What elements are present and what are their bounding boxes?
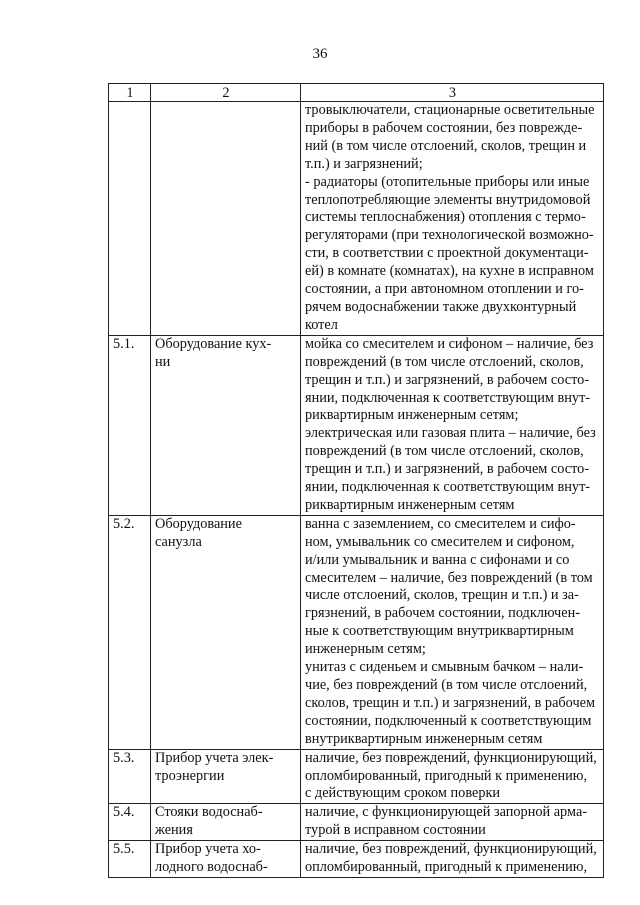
- table-row: [109, 749, 604, 804]
- table-header-row: [109, 84, 604, 102]
- row-item-name: [151, 335, 301, 515]
- header-col-2: 2: [151, 84, 301, 102]
- row-requirements-text: наличие, с функционирующей запорной арма- турой в исправном состоянии: [305, 804, 588, 839]
- header-col-3: 3: [301, 84, 604, 102]
- row-requirements-text: наличие, без повреждений, функционирующий, опломбированный, пригодный к применению, с действующим сроком поверки: [305, 749, 597, 802]
- row-item-name-text: Прибор учета элек- троэнергии: [155, 749, 274, 784]
- row-requirements: [301, 102, 604, 336]
- table-row: [109, 102, 604, 336]
- row-item-name-text: Оборудование санузла: [155, 515, 242, 550]
- page-number: 36: [312, 46, 328, 62]
- row-requirements: [301, 515, 604, 749]
- row-item-name: [151, 841, 301, 878]
- requirements-table: [108, 83, 604, 878]
- row-number: 5.2.: [109, 515, 151, 749]
- row-requirements-text: ванна с заземлением, со смесителем и сифо- ном, умывальник со смесителем и сифоном, и/или умывальник и ванна с сифонами и со смесителем – наличие, без повреждений (в том числе отслоений, сколов, трещин и т.п.) и за- грязнений, в рабочем состоянии, подключен- ные к соответствующим внутриквартирным инженерным сетям; унитаз с сиденьем и смывным бачком – нали- чие, без повреждений (в том числе отслоений, сколов, трещин и т.п.) и загрязнений, в рабочем состоянии, подключенный к соответствующим внутриквартирным инженерным сетям: [305, 515, 596, 747]
- row-number: 5.1.: [109, 335, 151, 515]
- row-item-name-text: Оборудование кух- ни: [155, 335, 272, 370]
- row-item-name-text: Стояки водоснаб- жения: [155, 804, 263, 839]
- table-row: [109, 335, 604, 515]
- row-requirements: [301, 335, 604, 515]
- table-row: [109, 804, 604, 841]
- row-number: 5.4.: [109, 804, 151, 841]
- row-requirements-text: наличие, без повреждений, функционирующий, опломбированный, пригодный к применению,: [305, 841, 597, 876]
- table-row: [109, 515, 604, 749]
- row-number: 5.5.: [109, 841, 151, 878]
- row-requirements-text: мойка со смесителем и сифоном – наличие, без повреждений (в том числе отслоений, сколов, трещин и т.п.) и загрязнений, в рабочем состо- янии, подключенная к соответствующим внут- риквартирным инженерным сетям; электрическая или газовая плита – наличие, без повреждений (в том числе отслоений, сколов, трещин и т.п.) и загрязнений, в рабочем состо- янии, подключенная к соответствующим внут- риквартирным инженерным сетям: [305, 335, 596, 513]
- row-item-name: [151, 515, 301, 749]
- header-col-1: 1: [109, 84, 151, 102]
- row-number: 5.3.: [109, 749, 151, 804]
- row-item-name: [151, 749, 301, 804]
- row-item-name-text: Прибор учета хо- лодного водоснаб-: [155, 841, 268, 876]
- row-requirements: [301, 841, 604, 878]
- row-requirements: [301, 749, 604, 804]
- row-item-name: [151, 102, 301, 336]
- row-requirements: [301, 804, 604, 841]
- table-row: [109, 841, 604, 878]
- row-number: [109, 102, 151, 336]
- row-item-name: [151, 804, 301, 841]
- row-requirements-text: тровыключатели, стационарные осветительные приборы в рабочем состоянии, без поврежде- ний (в том числе отслоений, сколов, трещин и т.п.) и загрязнений; - радиаторы (отопительные приборы или иные теплопотребляющие элементы внутридомовой системы теплоснабжения) отопления с термо- регуляторами (при технологической возможно- сти, в соответствии с проектной документаци- ей) в комнате (комнатах), на кухне в исправном состоянии, а при автономном отоплении и го- рячем водоснабжении также двухконтурный котел: [305, 102, 595, 333]
